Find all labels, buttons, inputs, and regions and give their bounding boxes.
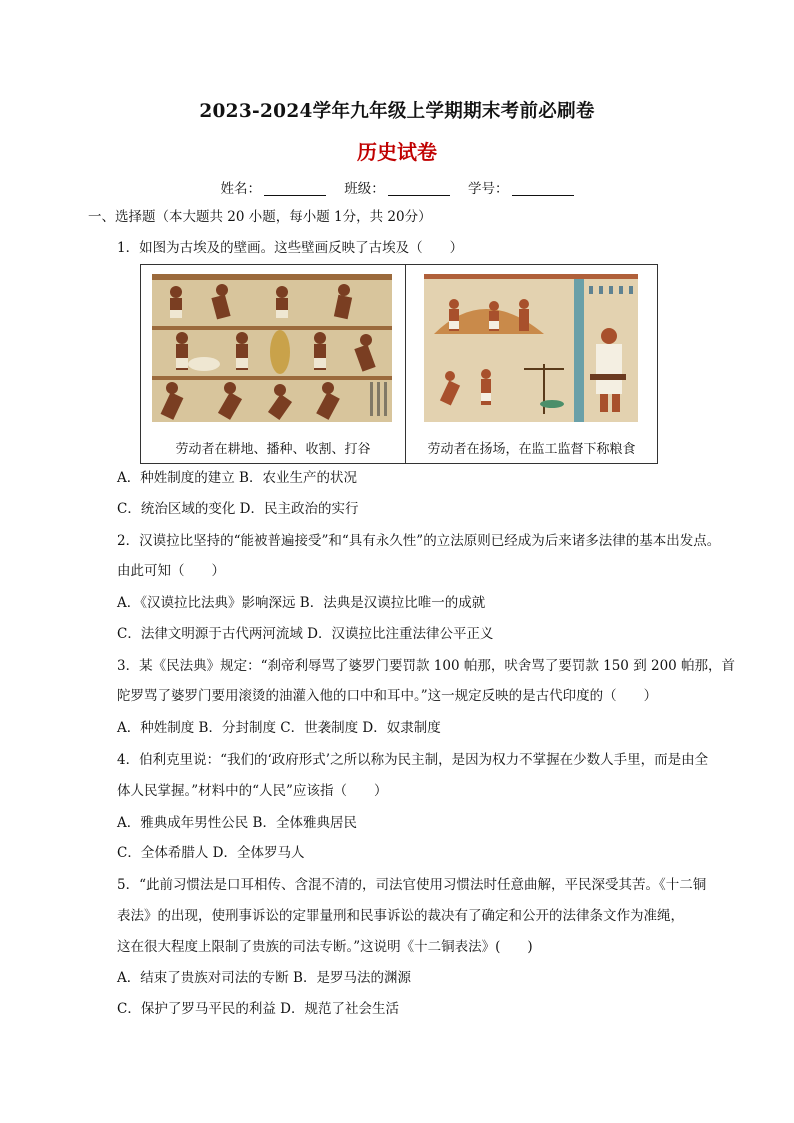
q1-options-ab[interactable]: A．种姓制度的建立 B．农业生产的状况 <box>117 470 357 486</box>
q1-options-cd[interactable]: C．统治区域的变化 D．民主政治的实行 <box>117 501 359 517</box>
q2-options-ab[interactable]: A．《汉谟拉比法典》影响深远 B．法典是汉谟拉比唯一的成就 <box>117 595 486 611</box>
exam-subtitle: 历史试卷 <box>357 140 437 164</box>
mural-granary-svg <box>424 274 638 422</box>
q5-stem-line3: 这在很大程度上限制了贵族的司法专断。”这说明《十二铜表法》( ) <box>117 939 533 955</box>
number-label: 学号： <box>468 181 509 197</box>
q3-stem-line1: 3．某《民法典》规定：“刹帝利辱骂了婆罗门要罚款 100 帕那，吠舍骂了要罚款 150 到 200 帕那，首 <box>117 658 736 674</box>
class-label: 班级： <box>344 181 385 197</box>
q4-options-cd[interactable]: C．全体希腊人 D．全体罗马人 <box>117 845 305 861</box>
caption-right: 劳动者在扬场，在监工监督下称粮食 <box>427 442 636 457</box>
q5-options-cd[interactable]: C．保护了罗马平民的利益 D．规范了社会生活 <box>117 1001 399 1017</box>
number-blank[interactable] <box>512 181 574 196</box>
q1-figure-table <box>140 264 658 464</box>
figure-cell-left <box>141 265 406 463</box>
q4-stem-line1: 4．伯利克里说：“我们的‘政府形式’之所以称为民主制，是因为权力不掌握在少数人手里，而是由全 <box>117 752 709 768</box>
q5-stem-line2: 表法》的出现，使刑事诉讼的定罪量刑和民事诉讼的裁决有了确定和公开的法律条文作为准绳， <box>117 908 684 924</box>
section-heading: 一、选择题（本大题共 20 小题，每小题 1分，共 20分） <box>88 209 432 225</box>
q1-stem: 1．如图为古埃及的壁画。这些壁画反映了古埃及（ ） <box>117 240 464 256</box>
q2-options-cd[interactable]: C．法律文明源于古代两河流域 D．汉谟拉比注重法律公平正义 <box>117 626 494 642</box>
q2-stem-line1: 2．汉谟拉比坚持的“能被普遍接受”和“具有永久性”的立法原则已经成为后来诸多法律的基本出发点。 <box>117 533 721 549</box>
exam-title: 2023-2024学年九年级上学期期末考前必刷卷 <box>199 101 595 122</box>
name-blank[interactable] <box>264 181 326 196</box>
q3-stem-line2: 陀罗骂了婆罗门要用滚烫的油灌入他的口中和耳中。”这一规定反映的是古代印度的（ ） <box>117 688 658 704</box>
q5-stem-line1: 5．“此前习惯法是口耳相传、含混不清的，司法官使用习惯法时任意曲解，平民深受其苦。《十二铜 <box>117 877 707 893</box>
caption-left: 劳动者在耕地、播种、收割、打谷 <box>175 442 371 457</box>
mural-image-farming <box>152 274 392 422</box>
q3-options[interactable]: A．种姓制度 B．分封制度 C．世袭制度 D．奴隶制度 <box>117 720 441 736</box>
class-blank[interactable] <box>388 181 450 196</box>
figure-cell-right <box>406 265 657 463</box>
q4-stem-line2: 体人民掌握。”材料中的“人民”应该指（ ） <box>117 783 388 799</box>
q4-options-ab[interactable]: A．雅典成年男性公民 B．全体雅典居民 <box>117 815 357 831</box>
student-info-row <box>0 177 794 197</box>
q2-stem-line2: 由此可知（ ） <box>117 563 225 579</box>
q5-options-ab[interactable]: A．结束了贵族对司法的专断 B．是罗马法的渊源 <box>117 970 411 986</box>
mural-image-granary <box>424 274 638 422</box>
name-label: 姓名： <box>220 181 261 197</box>
mural-farming-svg <box>152 274 392 422</box>
